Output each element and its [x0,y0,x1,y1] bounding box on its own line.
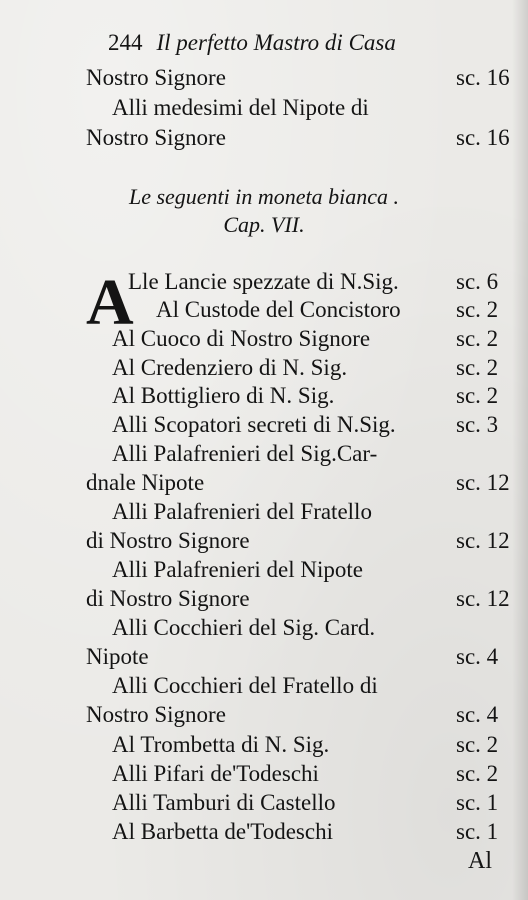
catchword: Al [468,848,492,874]
entry-amount: sc. 2 [456,383,499,408]
entry-amount: sc. 12 [456,586,510,611]
entry-text: Nostro Signore [86,702,226,727]
entry-text: Al Bottigliero di N. Sig. [112,383,335,408]
entry-text: Alli Cocchieri del Fratello di [112,673,378,698]
entry-amount: sc. 16 [456,125,510,150]
entry-amount: sc. 6 [456,269,499,294]
entry-amount: sc. 2 [456,761,499,786]
entry-text: di Nostro Signore [86,586,250,611]
entry-text: Alli Tamburi di Castello [112,790,336,815]
entry-amount: sc. 4 [456,644,499,669]
entry-amount: sc. 1 [456,819,499,844]
entry-text: Alli Scopatori secreti di N.Sig. [112,412,396,437]
entry-amount: sc. 16 [456,65,510,90]
chapter-label: Cap. VII. [223,212,305,237]
entry-amount: sc. 12 [456,528,510,553]
drop-cap: A [86,266,134,339]
entry-text: Alli Pifari de'Todeschi [112,761,319,786]
entry-text: di Nostro Signore [86,528,250,553]
entry-amount: sc. 12 [456,470,510,495]
entry-text: Al Trombetta di N. Sig. [112,732,330,757]
entry-text: Nipote [86,644,149,669]
entry-text: dnale Nipote [86,470,205,495]
entry-text: Al Custode del Concistoro [156,297,401,322]
entry-amount: sc. 4 [456,702,499,727]
entry-text: Al Credenziero di N. Sig. [112,355,348,380]
entry-text: Lle Lancie spezzate di N.Sig. [128,269,399,294]
entry-text: Alli Cocchieri del Sig. Card. [112,615,376,640]
running-title: Il perfetto Mastro di Casa [156,30,396,55]
entry-amount: sc. 3 [456,412,499,437]
entry-text: Alli Palafrenieri del Fratello [112,499,372,524]
entry-amount: sc. 2 [456,297,499,322]
entry-amount: sc. 2 [456,326,499,351]
section-heading: Le seguenti in moneta bianca . [128,184,400,209]
entry-amount: sc. 2 [456,732,499,757]
entry-text: Nostro Signore [86,65,226,90]
running-head [108,30,396,56]
page-number: 244 [108,30,143,55]
entry-amount: sc. 2 [456,355,499,380]
page-gutter-shadow [512,0,528,900]
entry-text: Alli Palafrenieri del Sig.Car- [112,441,378,466]
entry-text: Al Cuoco di Nostro Signore [112,326,371,351]
entry-text: Alli Palafrenieri del Nipote [112,557,364,582]
entry-text: Alli medesimi del Nipote di [112,95,369,120]
entry-text: Al Barbetta de'Todeschi [112,819,333,844]
entry-text: Nostro Signore [86,125,226,150]
entry-amount: sc. 1 [456,790,499,815]
